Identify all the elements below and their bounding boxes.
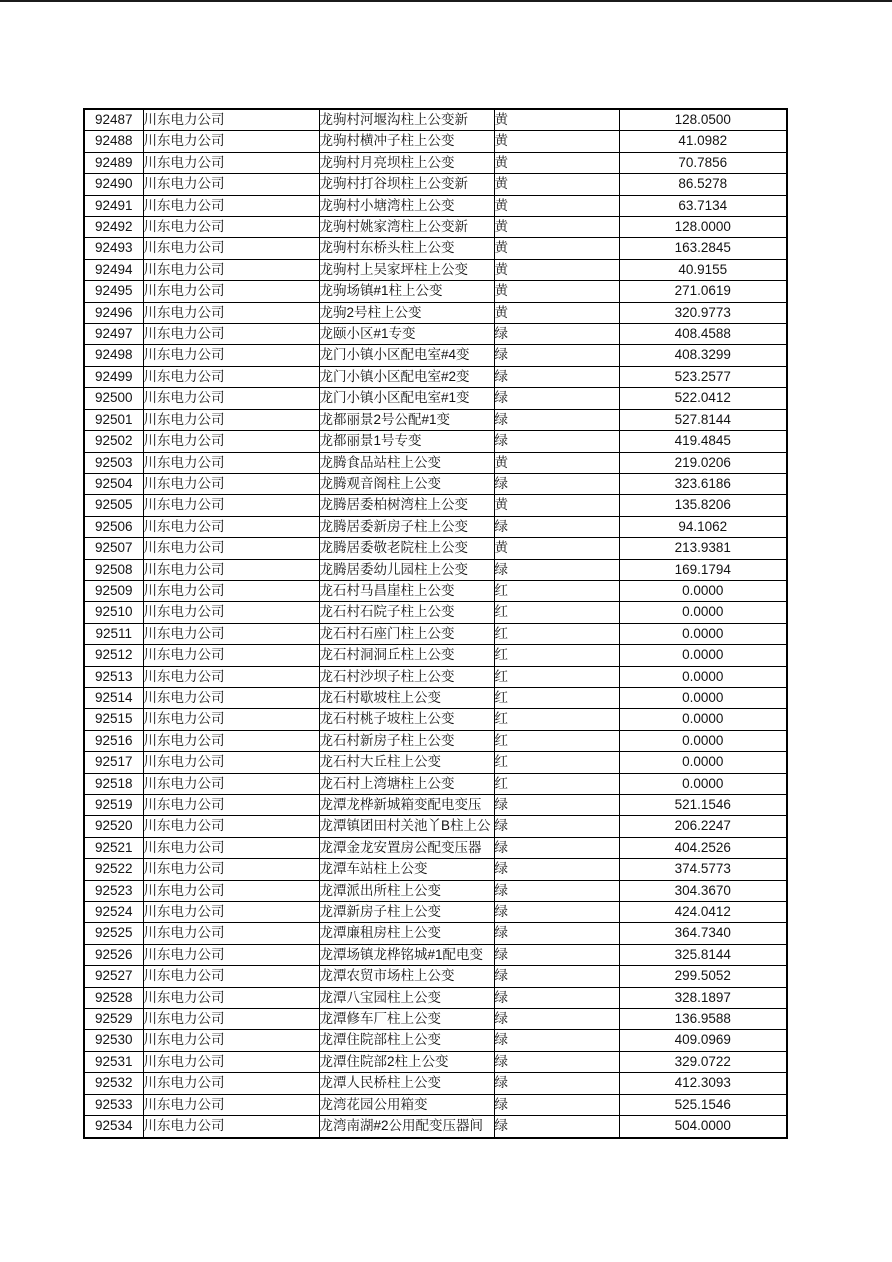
cell-record-id: 92500 — [84, 388, 143, 409]
cell-status-flag: 绿 — [494, 966, 619, 987]
cell-transformer-name: 龙石村上湾塘柱上公变 — [319, 773, 494, 794]
cell-status-flag: 绿 — [494, 324, 619, 345]
cell-value: 320.9773 — [619, 302, 787, 323]
cell-company: 川东电力公司 — [143, 730, 319, 751]
cell-transformer-name: 龙潭场镇龙桦铭城#1配电变 — [319, 944, 494, 965]
cell-value: 163.2845 — [619, 238, 787, 259]
cell-record-id: 92528 — [84, 987, 143, 1008]
cell-transformer-name: 龙驹2号柱上公变 — [319, 302, 494, 323]
table-row — [84, 538, 787, 559]
cell-record-id: 92492 — [84, 217, 143, 238]
cell-company: 川东电力公司 — [143, 495, 319, 516]
cell-status-flag: 绿 — [494, 816, 619, 837]
cell-transformer-name: 龙潭廉租房柱上公变 — [319, 923, 494, 944]
cell-record-id: 92533 — [84, 1094, 143, 1115]
cell-transformer-name: 龙腾居委幼儿园柱上公变 — [319, 559, 494, 580]
cell-record-id: 92520 — [84, 816, 143, 837]
cell-status-flag: 黄 — [494, 238, 619, 259]
cell-value: 325.8144 — [619, 944, 787, 965]
cell-company: 川东电力公司 — [143, 516, 319, 537]
cell-transformer-name: 龙潭农贸市场柱上公变 — [319, 966, 494, 987]
cell-company: 川东电力公司 — [143, 1073, 319, 1094]
cell-record-id: 92493 — [84, 238, 143, 259]
cell-transformer-name: 龙潭龙桦新城箱变配电变压 — [319, 795, 494, 816]
cell-record-id: 92521 — [84, 837, 143, 858]
cell-company: 川东电力公司 — [143, 902, 319, 923]
table-row — [84, 559, 787, 580]
cell-transformer-name: 龙石村洞洞丘柱上公变 — [319, 645, 494, 666]
cell-status-flag: 绿 — [494, 1094, 619, 1115]
cell-status-flag: 绿 — [494, 944, 619, 965]
cell-status-flag: 绿 — [494, 1073, 619, 1094]
cell-value: 523.2577 — [619, 366, 787, 387]
cell-record-id: 92518 — [84, 773, 143, 794]
cell-transformer-name: 龙驹村姚家湾柱上公变新 — [319, 217, 494, 238]
cell-company: 川东电力公司 — [143, 987, 319, 1008]
cell-value: 0.0000 — [619, 773, 787, 794]
table-row — [84, 1051, 787, 1072]
cell-company: 川东电力公司 — [143, 538, 319, 559]
table-row — [84, 944, 787, 965]
table-row — [84, 902, 787, 923]
cell-transformer-name: 龙腾食品站柱上公变 — [319, 452, 494, 473]
table-body — [84, 109, 787, 1138]
cell-value: 0.0000 — [619, 623, 787, 644]
cell-transformer-name: 龙驹场镇#1柱上公变 — [319, 281, 494, 302]
cell-value: 525.1546 — [619, 1094, 787, 1115]
cell-company: 川东电力公司 — [143, 1094, 319, 1115]
cell-status-flag: 红 — [494, 666, 619, 687]
cell-company: 川东电力公司 — [143, 238, 319, 259]
cell-value: 0.0000 — [619, 752, 787, 773]
cell-status-flag: 黄 — [494, 281, 619, 302]
table-row — [84, 217, 787, 238]
cell-record-id: 92526 — [84, 944, 143, 965]
cell-transformer-name: 龙驹村河堰沟柱上公变新 — [319, 109, 494, 131]
table-row — [84, 366, 787, 387]
cell-status-flag: 黄 — [494, 302, 619, 323]
cell-company: 川东电力公司 — [143, 324, 319, 345]
cell-transformer-name: 龙潭人民桥柱上公变 — [319, 1073, 494, 1094]
table-row — [84, 1073, 787, 1094]
table-row — [84, 1094, 787, 1115]
cell-value: 521.1546 — [619, 795, 787, 816]
cell-status-flag: 绿 — [494, 923, 619, 944]
cell-status-flag: 红 — [494, 623, 619, 644]
cell-value: 128.0500 — [619, 109, 787, 131]
table-row — [84, 837, 787, 858]
cell-status-flag: 绿 — [494, 1009, 619, 1030]
cell-company: 川东电力公司 — [143, 773, 319, 794]
cell-value: 404.2526 — [619, 837, 787, 858]
cell-value: 527.8144 — [619, 409, 787, 430]
cell-value: 408.4588 — [619, 324, 787, 345]
cell-company: 川东电力公司 — [143, 880, 319, 901]
cell-company: 川东电力公司 — [143, 366, 319, 387]
cell-status-flag: 红 — [494, 687, 619, 708]
cell-record-id: 92531 — [84, 1051, 143, 1072]
cell-status-flag: 绿 — [494, 366, 619, 387]
table-row — [84, 281, 787, 302]
cell-value: 169.1794 — [619, 559, 787, 580]
cell-company: 川东电力公司 — [143, 152, 319, 173]
cell-record-id: 92512 — [84, 645, 143, 666]
document-page — [83, 108, 788, 1139]
cell-record-id: 92503 — [84, 452, 143, 473]
cell-company: 川东电力公司 — [143, 709, 319, 730]
cell-company: 川东电力公司 — [143, 131, 319, 152]
cell-record-id: 92534 — [84, 1116, 143, 1138]
cell-value: 0.0000 — [619, 645, 787, 666]
table-row — [84, 966, 787, 987]
cell-company: 川东电力公司 — [143, 859, 319, 880]
cell-company: 川东电力公司 — [143, 752, 319, 773]
cell-status-flag: 黄 — [494, 152, 619, 173]
cell-company: 川东电力公司 — [143, 345, 319, 366]
cell-record-id: 92525 — [84, 923, 143, 944]
table-row — [84, 645, 787, 666]
cell-record-id: 92514 — [84, 687, 143, 708]
cell-record-id: 92511 — [84, 623, 143, 644]
cell-transformer-name: 龙驹村打谷坝柱上公变新 — [319, 174, 494, 195]
cell-status-flag: 红 — [494, 752, 619, 773]
cell-company: 川东电力公司 — [143, 174, 319, 195]
cell-transformer-name: 龙潭八宝园柱上公变 — [319, 987, 494, 1008]
cell-value: 213.9381 — [619, 538, 787, 559]
cell-status-flag: 红 — [494, 773, 619, 794]
cell-status-flag: 红 — [494, 602, 619, 623]
cell-company: 川东电力公司 — [143, 645, 319, 666]
cell-record-id: 92497 — [84, 324, 143, 345]
cell-company: 川东电力公司 — [143, 452, 319, 473]
cell-transformer-name: 龙门小镇小区配电室#1变 — [319, 388, 494, 409]
cell-value: 0.0000 — [619, 687, 787, 708]
cell-transformer-name: 龙都丽景1号专变 — [319, 431, 494, 452]
page-top-rule — [0, 0, 892, 2]
table-row — [84, 666, 787, 687]
cell-record-id: 92517 — [84, 752, 143, 773]
cell-value: 206.2247 — [619, 816, 787, 837]
cell-company: 川东电力公司 — [143, 302, 319, 323]
cell-status-flag: 黄 — [494, 195, 619, 216]
cell-record-id: 92490 — [84, 174, 143, 195]
table-row — [84, 516, 787, 537]
cell-record-id: 92523 — [84, 880, 143, 901]
cell-transformer-name: 龙石村马昌崖柱上公变 — [319, 580, 494, 601]
table-row — [84, 152, 787, 173]
table-row — [84, 752, 787, 773]
table-row — [84, 580, 787, 601]
cell-status-flag: 绿 — [494, 1051, 619, 1072]
cell-transformer-name: 龙石村新房子柱上公变 — [319, 730, 494, 751]
cell-transformer-name: 龙腾居委敬老院柱上公变 — [319, 538, 494, 559]
cell-value: 0.0000 — [619, 666, 787, 687]
cell-transformer-name: 龙驹村横冲子柱上公变 — [319, 131, 494, 152]
cell-company: 川东电力公司 — [143, 666, 319, 687]
cell-record-id: 92494 — [84, 259, 143, 280]
cell-company: 川东电力公司 — [143, 473, 319, 494]
cell-status-flag: 红 — [494, 580, 619, 601]
cell-record-id: 92507 — [84, 538, 143, 559]
cell-transformer-name: 龙潭住院部2柱上公变 — [319, 1051, 494, 1072]
cell-status-flag: 绿 — [494, 880, 619, 901]
cell-value: 364.7340 — [619, 923, 787, 944]
cell-value: 299.5052 — [619, 966, 787, 987]
cell-record-id: 92532 — [84, 1073, 143, 1094]
cell-status-flag: 绿 — [494, 902, 619, 923]
cell-company: 川东电力公司 — [143, 388, 319, 409]
cell-status-flag: 绿 — [494, 859, 619, 880]
cell-status-flag: 黄 — [494, 131, 619, 152]
table-row — [84, 623, 787, 644]
cell-record-id: 92488 — [84, 131, 143, 152]
cell-status-flag: 绿 — [494, 473, 619, 494]
cell-transformer-name: 龙湾花园公用箱变 — [319, 1094, 494, 1115]
cell-value: 504.0000 — [619, 1116, 787, 1138]
cell-company: 川东电力公司 — [143, 195, 319, 216]
cell-transformer-name: 龙门小镇小区配电室#4变 — [319, 345, 494, 366]
cell-status-flag: 红 — [494, 709, 619, 730]
cell-status-flag: 绿 — [494, 987, 619, 1008]
cell-record-id: 92487 — [84, 109, 143, 131]
cell-status-flag: 绿 — [494, 1030, 619, 1051]
table-row — [84, 131, 787, 152]
cell-record-id: 92505 — [84, 495, 143, 516]
cell-transformer-name: 龙潭金龙安置房公配变压器 — [319, 837, 494, 858]
cell-transformer-name: 龙驹村月亮坝柱上公变 — [319, 152, 494, 173]
cell-record-id: 92501 — [84, 409, 143, 430]
cell-transformer-name: 龙潭修车厂柱上公变 — [319, 1009, 494, 1030]
cell-value: 374.5773 — [619, 859, 787, 880]
cell-status-flag: 黄 — [494, 259, 619, 280]
cell-value: 128.0000 — [619, 217, 787, 238]
table-row — [84, 709, 787, 730]
cell-status-flag: 绿 — [494, 345, 619, 366]
cell-company: 川东电力公司 — [143, 1051, 319, 1072]
cell-value: 219.0206 — [619, 452, 787, 473]
cell-transformer-name: 龙湾南湖#2公用配变压器间 — [319, 1116, 494, 1138]
table-row — [84, 687, 787, 708]
table-row — [84, 730, 787, 751]
cell-record-id: 92515 — [84, 709, 143, 730]
cell-record-id: 92491 — [84, 195, 143, 216]
table-row — [84, 859, 787, 880]
table-row — [84, 238, 787, 259]
cell-company: 川东电力公司 — [143, 623, 319, 644]
cell-company: 川东电力公司 — [143, 923, 319, 944]
cell-record-id: 92510 — [84, 602, 143, 623]
cell-value: 94.1062 — [619, 516, 787, 537]
cell-value: 424.0412 — [619, 902, 787, 923]
table-row — [84, 345, 787, 366]
cell-record-id: 92522 — [84, 859, 143, 880]
table-row — [84, 1030, 787, 1051]
cell-transformer-name: 龙腾居委新房子柱上公变 — [319, 516, 494, 537]
cell-transformer-name: 龙石村石座门柱上公变 — [319, 623, 494, 644]
cell-company: 川东电力公司 — [143, 837, 319, 858]
cell-company: 川东电力公司 — [143, 1030, 319, 1051]
cell-value: 0.0000 — [619, 602, 787, 623]
cell-company: 川东电力公司 — [143, 431, 319, 452]
cell-record-id: 92524 — [84, 902, 143, 923]
cell-record-id: 92513 — [84, 666, 143, 687]
cell-value: 0.0000 — [619, 730, 787, 751]
table-row — [84, 473, 787, 494]
cell-transformer-name: 龙潭派出所柱上公变 — [319, 880, 494, 901]
cell-status-flag: 黄 — [494, 174, 619, 195]
cell-status-flag: 绿 — [494, 795, 619, 816]
cell-transformer-name: 龙腾居委柏树湾柱上公变 — [319, 495, 494, 516]
cell-status-flag: 绿 — [494, 388, 619, 409]
cell-record-id: 92504 — [84, 473, 143, 494]
cell-transformer-name: 龙石村歇坡柱上公变 — [319, 687, 494, 708]
cell-record-id: 92496 — [84, 302, 143, 323]
cell-record-id: 92509 — [84, 580, 143, 601]
table-row — [84, 324, 787, 345]
cell-company: 川东电力公司 — [143, 409, 319, 430]
cell-record-id: 92495 — [84, 281, 143, 302]
cell-transformer-name: 龙石村沙坝子柱上公变 — [319, 666, 494, 687]
cell-status-flag: 黄 — [494, 217, 619, 238]
cell-value: 271.0619 — [619, 281, 787, 302]
table-row — [84, 795, 787, 816]
cell-transformer-name: 龙石村石院子柱上公变 — [319, 602, 494, 623]
table-row — [84, 1009, 787, 1030]
cell-record-id: 92516 — [84, 730, 143, 751]
table-row — [84, 495, 787, 516]
table-row — [84, 923, 787, 944]
cell-status-flag: 红 — [494, 645, 619, 666]
cell-transformer-name: 龙驹村上吴家坪柱上公变 — [319, 259, 494, 280]
cell-status-flag: 黄 — [494, 109, 619, 131]
data-table — [83, 108, 788, 1139]
cell-company: 川东电力公司 — [143, 966, 319, 987]
cell-status-flag: 绿 — [494, 409, 619, 430]
cell-value: 136.9588 — [619, 1009, 787, 1030]
cell-status-flag: 黄 — [494, 538, 619, 559]
cell-value: 70.7856 — [619, 152, 787, 173]
cell-record-id: 92519 — [84, 795, 143, 816]
cell-company: 川东电力公司 — [143, 602, 319, 623]
cell-value: 323.6186 — [619, 473, 787, 494]
cell-status-flag: 绿 — [494, 837, 619, 858]
table-row — [84, 452, 787, 473]
cell-transformer-name: 龙门小镇小区配电室#2变 — [319, 366, 494, 387]
cell-value: 86.5278 — [619, 174, 787, 195]
cell-value: 41.0982 — [619, 131, 787, 152]
cell-value: 522.0412 — [619, 388, 787, 409]
cell-company: 川东电力公司 — [143, 281, 319, 302]
cell-company: 川东电力公司 — [143, 816, 319, 837]
cell-value: 409.0969 — [619, 1030, 787, 1051]
cell-company: 川东电力公司 — [143, 687, 319, 708]
cell-value: 63.7134 — [619, 195, 787, 216]
cell-record-id: 92508 — [84, 559, 143, 580]
cell-company: 川东电力公司 — [143, 559, 319, 580]
cell-transformer-name: 龙潭镇团田村关池丫B柱上公 — [319, 816, 494, 837]
cell-record-id: 92499 — [84, 366, 143, 387]
cell-status-flag: 红 — [494, 730, 619, 751]
cell-value: 0.0000 — [619, 709, 787, 730]
table-row — [84, 816, 787, 837]
cell-record-id: 92502 — [84, 431, 143, 452]
cell-value: 328.1897 — [619, 987, 787, 1008]
cell-transformer-name: 龙潭住院部柱上公变 — [319, 1030, 494, 1051]
cell-transformer-name: 龙石村大丘柱上公变 — [319, 752, 494, 773]
cell-value: 419.4845 — [619, 431, 787, 452]
cell-status-flag: 黄 — [494, 495, 619, 516]
table-row — [84, 109, 787, 131]
table-row — [84, 388, 787, 409]
cell-company: 川东电力公司 — [143, 795, 319, 816]
cell-record-id: 92530 — [84, 1030, 143, 1051]
cell-value: 329.0722 — [619, 1051, 787, 1072]
cell-value: 412.3093 — [619, 1073, 787, 1094]
cell-transformer-name: 龙驹村小塘湾柱上公变 — [319, 195, 494, 216]
cell-transformer-name: 龙潭新房子柱上公变 — [319, 902, 494, 923]
cell-transformer-name: 龙腾观音阁柱上公变 — [319, 473, 494, 494]
cell-company: 川东电力公司 — [143, 580, 319, 601]
table-row — [84, 174, 787, 195]
cell-record-id: 92489 — [84, 152, 143, 173]
cell-transformer-name: 龙石村桃子坡柱上公变 — [319, 709, 494, 730]
cell-company: 川东电力公司 — [143, 944, 319, 965]
cell-value: 408.3299 — [619, 345, 787, 366]
table-row — [84, 259, 787, 280]
cell-transformer-name: 龙颐小区#1专变 — [319, 324, 494, 345]
cell-value: 40.9155 — [619, 259, 787, 280]
table-row — [84, 1116, 787, 1138]
cell-value: 304.3670 — [619, 880, 787, 901]
cell-status-flag: 绿 — [494, 516, 619, 537]
cell-company: 川东电力公司 — [143, 1009, 319, 1030]
cell-transformer-name: 龙驹村东桥头柱上公变 — [319, 238, 494, 259]
cell-status-flag: 绿 — [494, 1116, 619, 1138]
cell-company: 川东电力公司 — [143, 1116, 319, 1138]
table-row — [84, 409, 787, 430]
table-row — [84, 880, 787, 901]
cell-company: 川东电力公司 — [143, 259, 319, 280]
cell-value: 135.8206 — [619, 495, 787, 516]
cell-status-flag: 绿 — [494, 559, 619, 580]
table-row — [84, 987, 787, 1008]
table-row — [84, 195, 787, 216]
table-row — [84, 302, 787, 323]
table-row — [84, 602, 787, 623]
cell-transformer-name: 龙潭车站柱上公变 — [319, 859, 494, 880]
cell-status-flag: 绿 — [494, 431, 619, 452]
cell-value: 0.0000 — [619, 580, 787, 601]
cell-company: 川东电力公司 — [143, 109, 319, 131]
cell-record-id: 92506 — [84, 516, 143, 537]
cell-transformer-name: 龙都丽景2号公配#1变 — [319, 409, 494, 430]
table-row — [84, 431, 787, 452]
cell-status-flag: 黄 — [494, 452, 619, 473]
cell-company: 川东电力公司 — [143, 217, 319, 238]
cell-record-id: 92527 — [84, 966, 143, 987]
table-row — [84, 773, 787, 794]
cell-record-id: 92498 — [84, 345, 143, 366]
cell-record-id: 92529 — [84, 1009, 143, 1030]
